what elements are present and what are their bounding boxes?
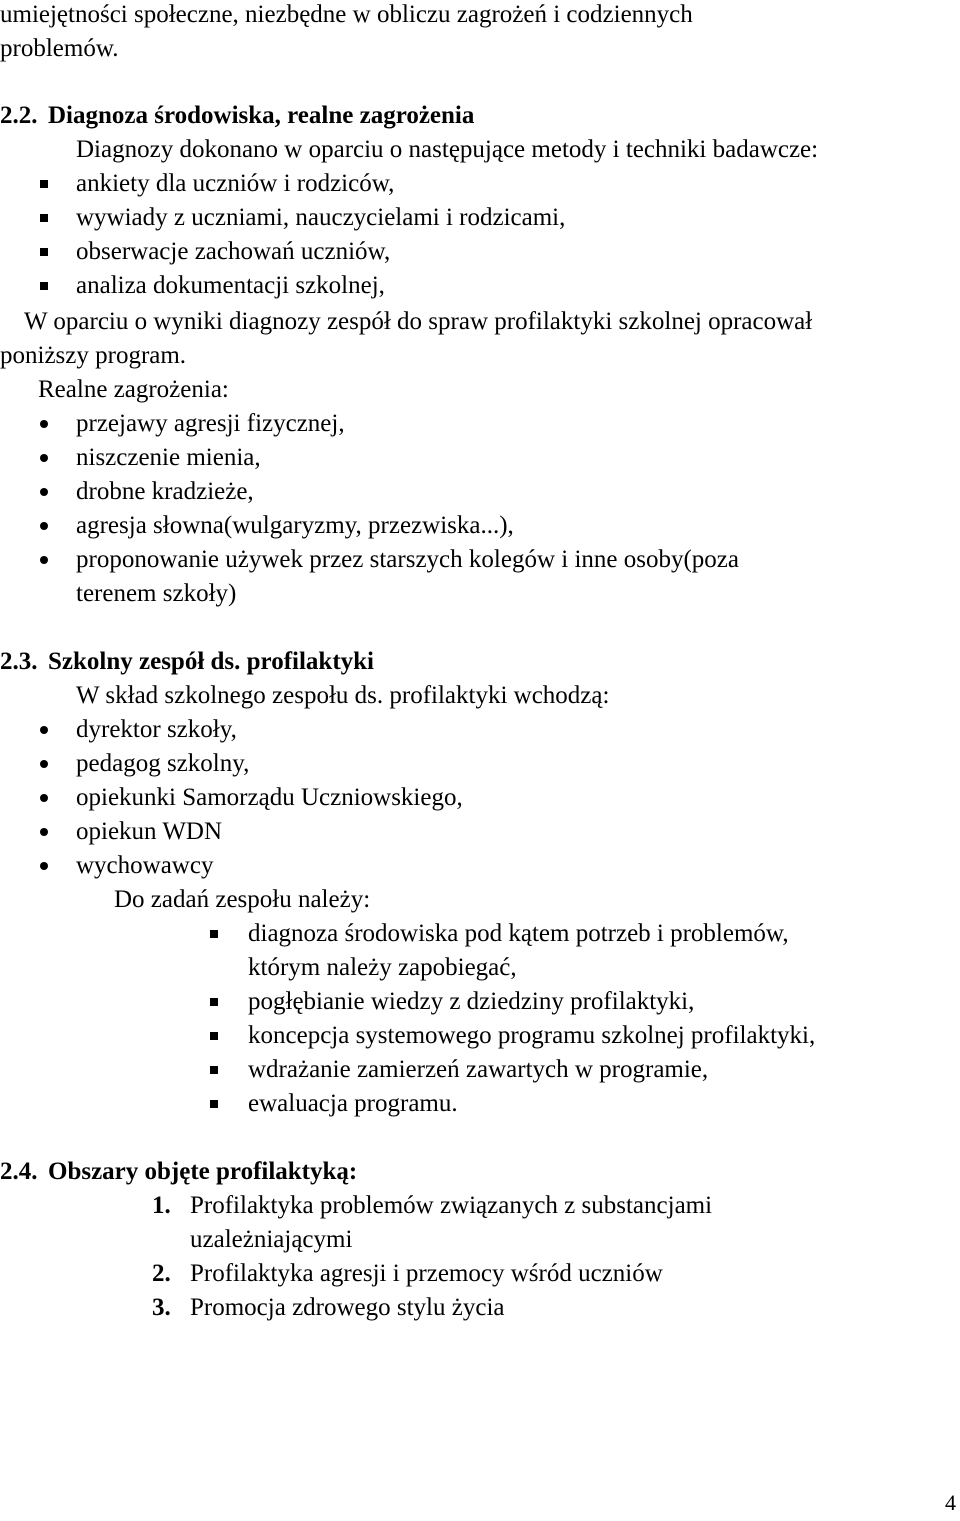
conclusion-line-1: W oparciu o wyniki diagnozy zespół do spraw profilaktyki szkolnej opracował	[24, 308, 813, 335]
task-item: diagnoza środowiska pod kątem potrzeb i problemów,	[248, 920, 789, 947]
threat-item: agresja słowna(wulgaryzmy, przezwiska...),	[76, 512, 514, 539]
member-item: wychowawcy	[76, 852, 214, 879]
round-bullet-icon	[40, 454, 48, 462]
square-bullet-icon	[40, 248, 48, 256]
square-bullet-icon	[210, 998, 218, 1006]
method-item: obserwacje zachowań uczniów,	[76, 238, 391, 265]
method-item: wywiady z uczniami, nauczycielami i rodzicami,	[76, 204, 566, 231]
round-bullet-icon	[40, 726, 48, 734]
intro-line-1: umiejętności społeczne, niezbędne w obliczu zagrożeń i codziennych	[0, 1, 693, 28]
round-bullet-icon	[40, 556, 48, 564]
area-item: Promocja zdrowego stylu życia	[190, 1294, 505, 1321]
round-bullet-icon	[40, 488, 48, 496]
section-2-2-title: Diagnoza środowiska, realne zagrożenia	[48, 102, 475, 129]
section-2-2-number: 2.2.	[0, 102, 38, 129]
threat-item-continuation: terenem szkoły)	[76, 580, 237, 607]
round-bullet-icon	[40, 828, 48, 836]
round-bullet-icon	[40, 794, 48, 802]
area-item: Profilaktyka agresji i przemocy wśród uczniów	[190, 1260, 663, 1287]
member-item: dyrektor szkoły,	[76, 716, 237, 743]
threat-item: przejawy agresji fizycznej,	[76, 410, 345, 437]
round-bullet-icon	[40, 522, 48, 530]
area-number: 2.	[152, 1260, 171, 1287]
intro-line-2: problemów.	[0, 35, 119, 62]
section-2-3-title: Szkolny zespół ds. profilaktyki	[48, 648, 375, 675]
method-item: ankiety dla uczniów i rodziców,	[76, 170, 395, 197]
square-bullet-icon	[210, 1066, 218, 1074]
square-bullet-icon	[210, 930, 218, 938]
threats-heading: Realne zagrożenia:	[38, 376, 229, 403]
task-item: koncepcja systemowego programu szkolnej profilaktyki,	[248, 1022, 816, 1049]
section-2-3-number: 2.3.	[0, 648, 38, 675]
round-bullet-icon	[40, 862, 48, 870]
method-item: analiza dokumentacji szkolnej,	[76, 272, 385, 299]
square-bullet-icon	[40, 180, 48, 188]
task-item: wdrażanie zamierzeń zawartych w programie,	[248, 1056, 709, 1083]
task-item: ewaluacja programu.	[248, 1090, 458, 1117]
tasks-heading: Do zadań zespołu należy:	[114, 886, 371, 913]
round-bullet-icon	[40, 420, 48, 428]
member-item: opiekun WDN	[76, 818, 223, 845]
square-bullet-icon	[40, 282, 48, 290]
area-item: Profilaktyka problemów związanych z substancjami	[190, 1192, 713, 1219]
area-number: 3.	[152, 1294, 171, 1321]
threat-item: niszczenie mienia,	[76, 444, 261, 471]
area-item-continuation: uzależniającymi	[190, 1226, 353, 1253]
square-bullet-icon	[40, 214, 48, 222]
threat-item: drobne kradzieże,	[76, 478, 254, 505]
page-number: 4	[945, 1490, 956, 1515]
section-2-4-title: Obszary objęte profilaktyką:	[48, 1158, 358, 1185]
task-item: pogłębianie wiedzy z dziedziny profilaktyki,	[248, 988, 695, 1015]
member-item: pedagog szkolny,	[76, 750, 250, 777]
task-item-continuation: którym należy zapobiegać,	[248, 954, 517, 981]
square-bullet-icon	[210, 1100, 218, 1108]
section-2-3-lead: W skład szkolnego zespołu ds. profilaktyki wchodzą:	[76, 682, 610, 709]
threat-item: proponowanie używek przez starszych kolegów i inne osoby(poza	[76, 546, 739, 573]
round-bullet-icon	[40, 760, 48, 768]
section-2-4-number: 2.4.	[0, 1158, 38, 1185]
section-2-2-lead: Diagnozy dokonano w oparciu o następujące metody i techniki badawcze:	[76, 136, 819, 163]
member-item: opiekunki Samorządu Uczniowskiego,	[76, 784, 463, 811]
area-number: 1.	[152, 1192, 171, 1219]
square-bullet-icon	[210, 1032, 218, 1040]
conclusion-line-2: poniższy program.	[0, 342, 187, 369]
